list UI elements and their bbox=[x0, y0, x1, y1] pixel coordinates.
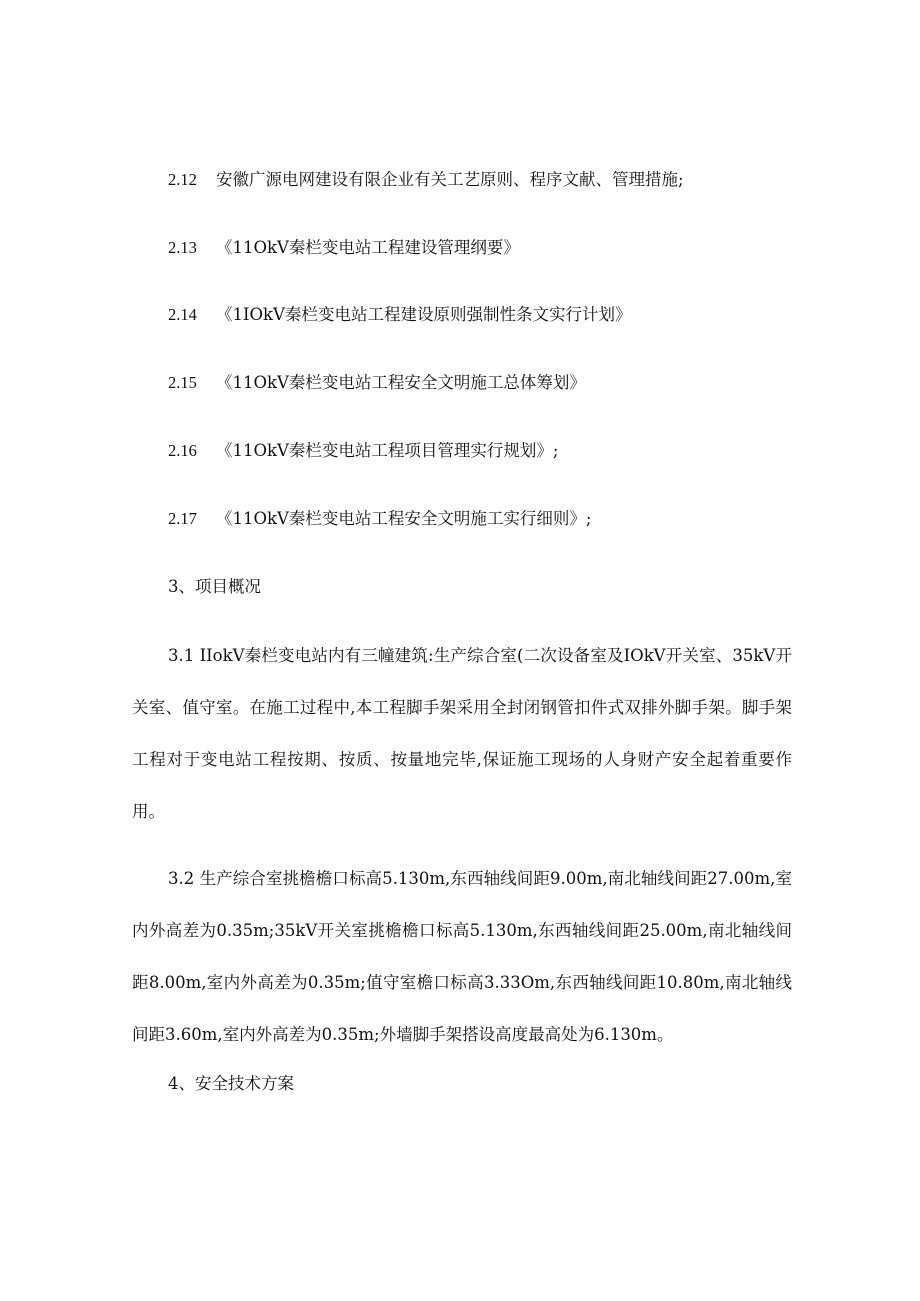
item-text: 《11OkV秦栏变电站工程项目管理实行规划》; bbox=[216, 441, 559, 460]
item-number: 2.14 bbox=[168, 305, 197, 324]
list-item bbox=[168, 439, 559, 463]
section-heading: 3、项目概况 bbox=[168, 577, 261, 596]
list-item bbox=[168, 168, 684, 192]
item-number: 2.17 bbox=[168, 509, 197, 528]
item-text: 《11OkV秦栏变电站工程安全文明施工实行细则》; bbox=[216, 509, 592, 528]
paragraph-3-2: 3.2 生产综合室挑檐檐口标高5.130m,东西轴线间距9.00m,南北轴线间距27.00m,室内外高差为0.35m;35kV开关室挑檐檐口标高5.130m,东西轴线间距25.00m,南北轴线间距8.00m,室内外高差为0.35m;值守室檐口标高3.33Om,东西轴线间距10.80m,南北轴线间距3.60m,室内外高差为0.35m;外墙脚手架搭设高度最高处为6.130m。 bbox=[132, 869, 792, 1044]
item-text: 安徽广源电网建设有限企业有关工艺原则、程序文献、管理措施; bbox=[216, 170, 684, 189]
list-item bbox=[168, 507, 592, 531]
item-text: 《11OkV秦栏变电站工程安全文明施工总体筹划》 bbox=[216, 373, 586, 392]
item-number: 2.15 bbox=[168, 373, 197, 392]
item-number: 2.12 bbox=[168, 170, 197, 189]
list-item bbox=[168, 303, 631, 327]
section-heading: 4、安全技术方案 bbox=[168, 1074, 294, 1093]
paragraph-3-1: 3.1 IIokV秦栏变电站内有三幢建筑:生产综合室(二次设备室及IOkV开关室、35kV开关室、值守室。在施工过程中,本工程脚手架采用全封闭钢管扣件式双排外脚手架。脚手架工程对于变电站工程按期、按质、按量地完毕,保证施工现场的人身财产安全起着重要作用。 bbox=[132, 646, 792, 821]
item-text: 《1IOkV秦栏变电站工程建设原则强制性条文实行计划》 bbox=[216, 305, 632, 324]
list-item bbox=[168, 236, 520, 260]
item-number: 2.13 bbox=[168, 238, 197, 257]
item-number: 2.16 bbox=[168, 441, 197, 460]
list-item bbox=[168, 371, 586, 395]
item-text: 《11OkV秦栏变电站工程建设管理纲要》 bbox=[216, 238, 520, 257]
